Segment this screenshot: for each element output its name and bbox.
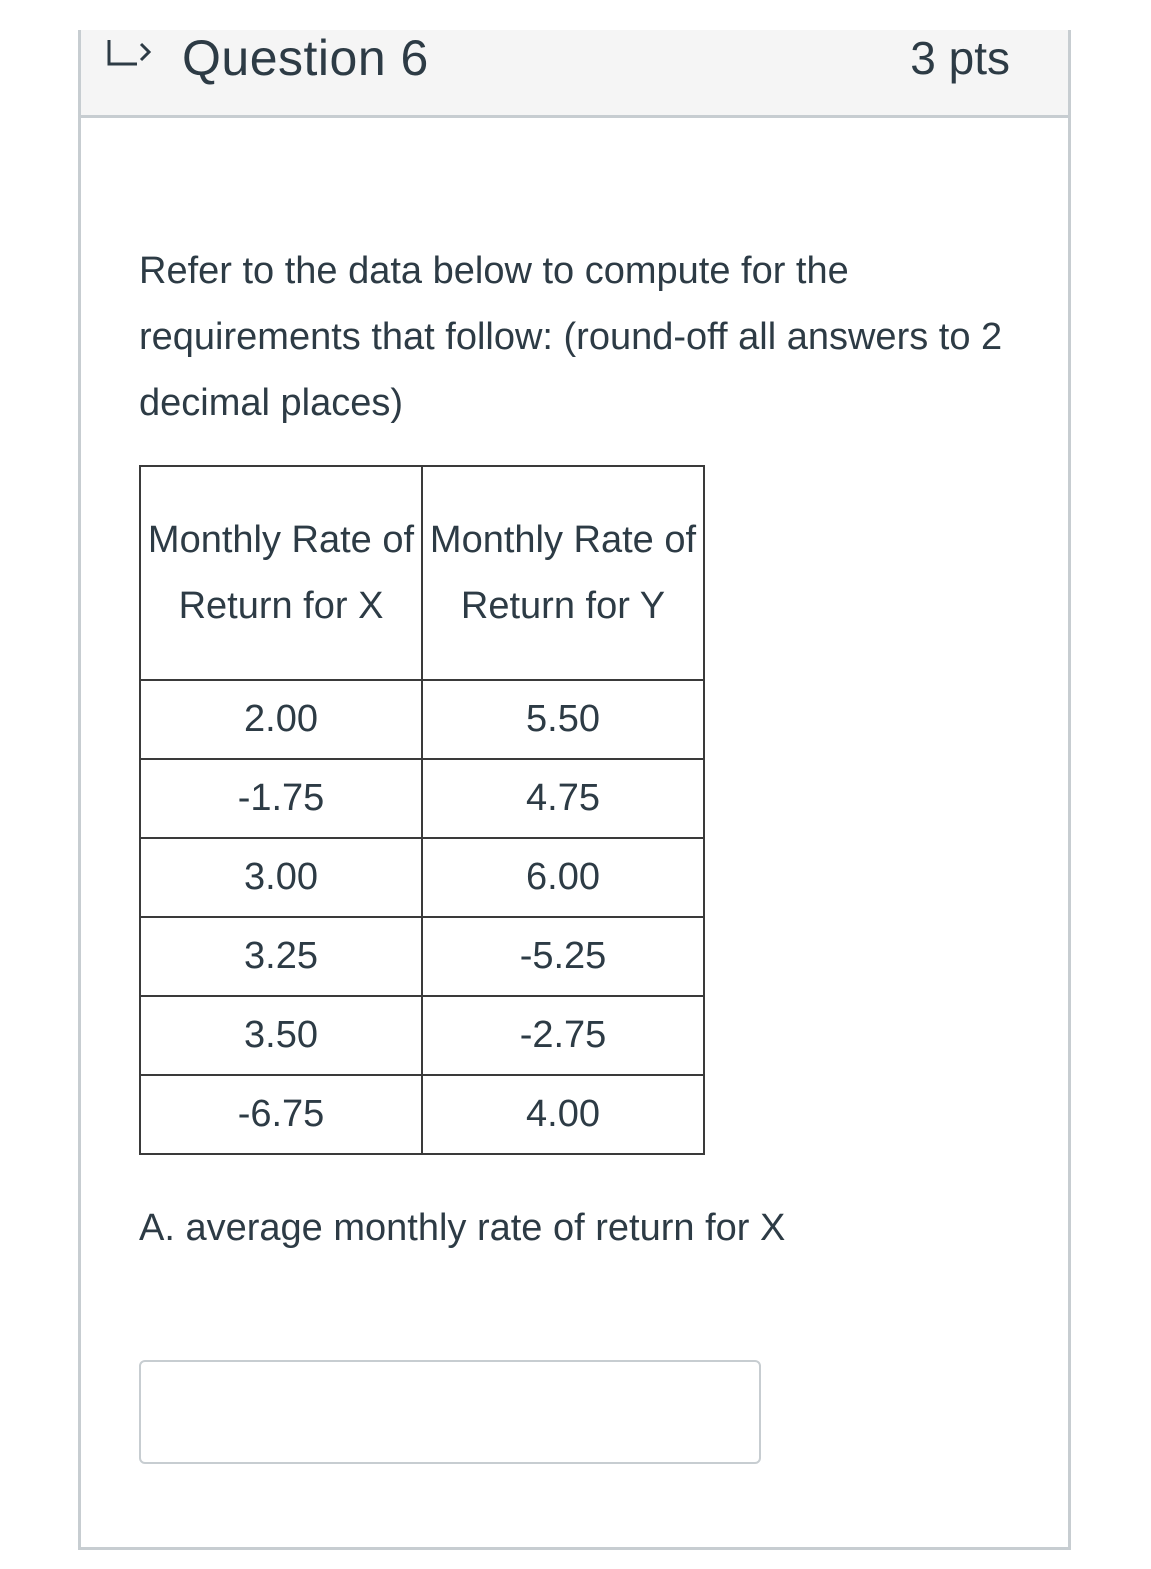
table-cell-y: 4.75 — [422, 759, 704, 838]
bookmark-icon[interactable] — [105, 38, 153, 68]
table-cell-x: 2.00 — [140, 680, 422, 759]
answer-input[interactable] — [139, 1360, 761, 1464]
table-cell-x: 3.25 — [140, 917, 422, 996]
question-header — [81, 30, 1068, 118]
table-row — [140, 680, 704, 759]
table-row — [140, 838, 704, 917]
table-row — [140, 759, 704, 838]
table-row — [140, 996, 704, 1075]
question-text: Refer to the data below to compute for the requirements that follow: (round-off all answers to 2 decimal places) — [139, 250, 1003, 424]
table-row — [140, 917, 704, 996]
part-a-label: A. average monthly rate of return for X — [139, 1207, 786, 1249]
table-header-row — [140, 466, 704, 680]
table-cell-x: 3.50 — [140, 996, 422, 1075]
data-table — [139, 465, 705, 1155]
question-points: 3 pts — [910, 32, 1010, 84]
table-cell-y: -5.25 — [422, 917, 704, 996]
table-cell-y: 5.50 — [422, 680, 704, 759]
column-header-x: Monthly Rate of Return for X — [140, 466, 422, 680]
table-cell-y: -2.75 — [422, 996, 704, 1075]
table-cell-x: -6.75 — [140, 1075, 422, 1154]
table-cell-x: 3.00 — [140, 838, 422, 917]
question-title: Question 6 — [182, 30, 429, 86]
question-card — [78, 30, 1071, 1550]
table-cell-y: 6.00 — [422, 838, 704, 917]
table-row — [140, 1075, 704, 1154]
table-cell-x: -1.75 — [140, 759, 422, 838]
column-header-y: Monthly Rate of Return for Y — [422, 466, 704, 680]
table-cell-y: 4.00 — [422, 1075, 704, 1154]
